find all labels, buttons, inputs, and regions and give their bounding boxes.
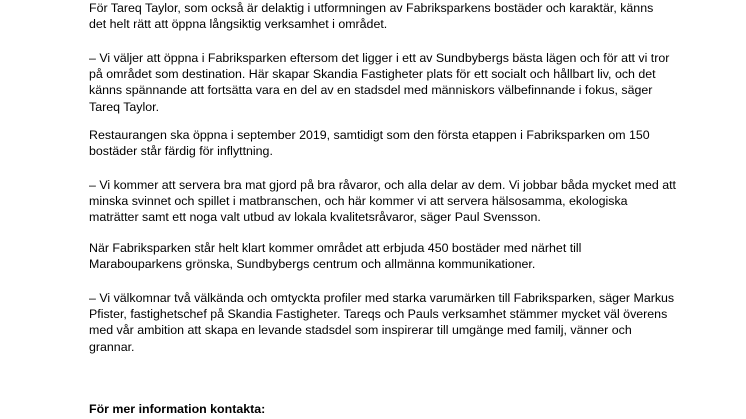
- paragraph-line: grannar.: [89, 339, 135, 354]
- paragraph-line: bostäder står färdig för inflyttning.: [89, 144, 273, 159]
- paragraph-5: [89, 240, 689, 272]
- paragraph-6: [89, 290, 689, 355]
- paragraph-line: För Tareq Taylor, som också är delaktig i utformningen av Fabriksparkens bostäder och karaktär, känns: [89, 1, 654, 15]
- paragraph-line: Tareq Taylor.: [89, 99, 160, 114]
- paragraph-line: med vår ambition att skapa en levande stadsdel som inspirerar till umgänge med familj, vänner och: [89, 323, 632, 338]
- paragraph-4: [89, 177, 689, 226]
- paragraph-line: – Vi väljer att öppna i Fabriksparken eftersom det ligger i ett av Sundbybergs bästa lägen och för att vi tror: [89, 51, 670, 65]
- paragraph-line: känns spännande att fortsätta vara en del av en stadsdel med människors välbefinnande i fokus, säger: [89, 83, 653, 98]
- paragraph-line: minska svinnet och spillet i matbranschen, och här kommer vi att servera hälsosamma, ekologiska: [89, 194, 628, 209]
- paragraph-line: Pfister, fastighetschef på Skandia Fastigheter. Tareqs och Pauls verksamhet stämmer mycket väl överens: [89, 307, 668, 322]
- paragraph-line: på området som destination. Här skapar Skandia Fastigheter plats för ett socialt och hållbart liv, och det: [89, 67, 656, 82]
- paragraph-line: det helt rätt att öppna långsiktig verksamhet i området.: [89, 17, 388, 32]
- paragraph-line: Restaurangen ska öppna i september 2019, samtidigt som den första etappen i Fabriksparken om 150: [89, 128, 650, 142]
- paragraph-1: [89, 0, 689, 32]
- paragraph-line: maträtter samt ett noga valt utbud av lokala kvalitetsråvaror, säger Paul Svensson.: [89, 210, 541, 225]
- contact-heading: För mer information kontakta:: [89, 402, 266, 416]
- paragraph-2: [89, 50, 689, 115]
- paragraph-line: – Vi kommer att servera bra mat gjord på bra råvaror, och alla delar av dem. Vi jobbar båda mycket med att: [89, 178, 676, 192]
- paragraph-line: Marabouparkens grönska, Sundbybergs centrum och allmänna kommunikationer.: [89, 257, 536, 272]
- paragraph-3: [89, 127, 689, 159]
- paragraph-line: När Fabriksparken står helt klart kommer området att erbjuda 450 bostäder med närhet till: [89, 241, 582, 255]
- paragraph-line: – Vi välkomnar två välkända och omtyckta profiler med starka varumärken till Fabriksparken, säger Markus: [89, 291, 675, 305]
